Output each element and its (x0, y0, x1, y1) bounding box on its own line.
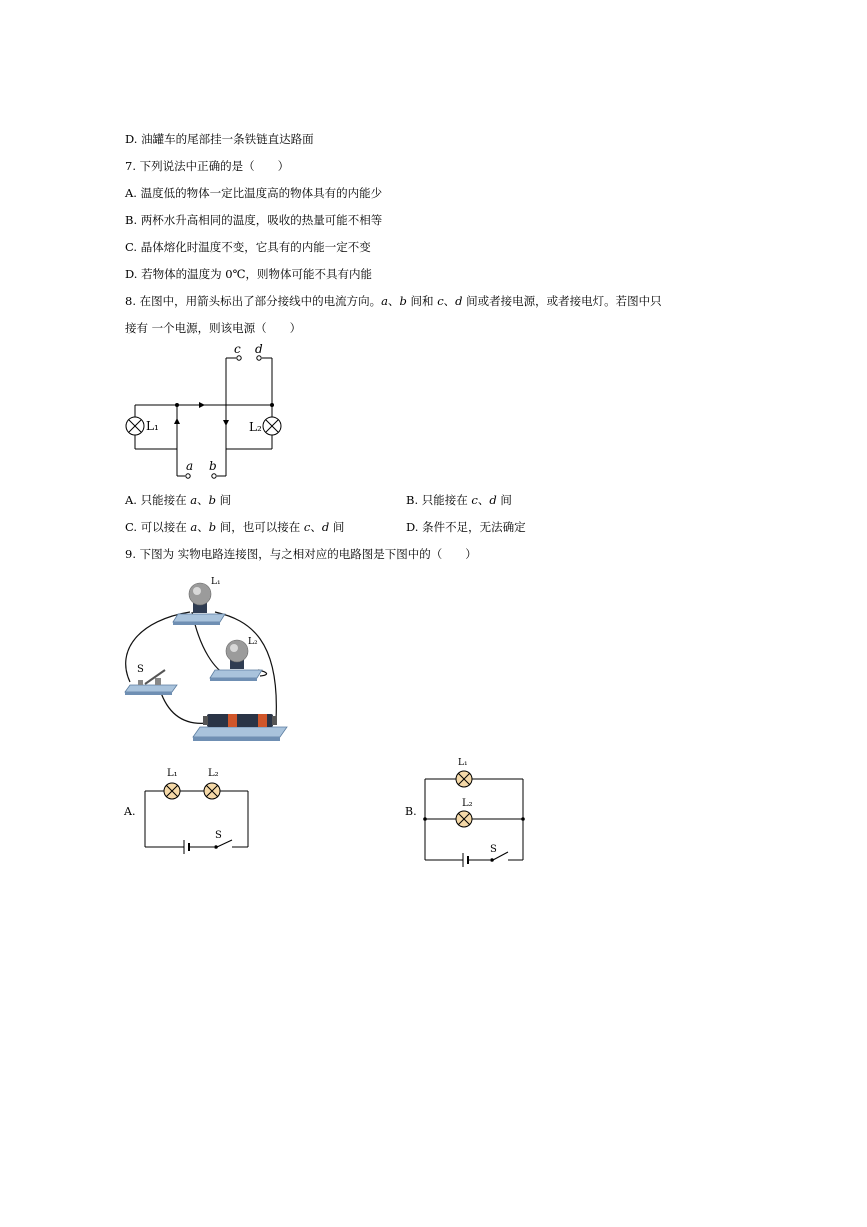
q8-option-b: B. 只能接在 c、d 间 (406, 493, 512, 507)
q9-circuit-a-label: A. (124, 805, 136, 818)
q8-label-d: d (255, 342, 263, 356)
q9-circuit-a-l1: L₁ (167, 768, 178, 779)
q8-option-c: C. 可以接在 a、b 间，也可以接在 c、d 间 (125, 520, 345, 534)
q9-photo-label-l2: L₂ (248, 637, 258, 647)
q7-stem: 7. 下列说法中正确的是（ ） (125, 159, 290, 173)
q9-circuit-a-l2: L₂ (208, 768, 219, 779)
q7-option-b: B. 两杯水升高相同的温度，吸收的热量可能不相等 (125, 213, 383, 227)
q8-label-b: b (209, 459, 217, 473)
q9-circuit-b-l1: L₁ (458, 758, 468, 768)
q7-option-c: C. 晶体熔化时温度不变，它具有的内能一定不变 (125, 240, 371, 254)
q9-photo-label-s: S (137, 664, 144, 675)
q8-label-a: a (186, 459, 194, 473)
q7-option-a: A. 温度低的物体一定比温度高的物体具有的内能少 (125, 186, 383, 200)
q9-circuit-b-s: S (490, 844, 497, 855)
q8-stem-line2: 接有 一个电源，则该电源（ ） (125, 321, 302, 335)
q8-label-l2: L₂ (249, 420, 262, 434)
q7-option-d: D. 若物体的温度为 0℃，则物体可能不具有内能 (125, 267, 372, 281)
q9-circuit-a-s: S (215, 830, 222, 841)
q9-circuit-b-label: B. (405, 805, 417, 818)
q9-circuit-b-l2: L₂ (462, 798, 473, 809)
q8-stem-line1: 8. 在图中，用箭头标出了部分接线中的电流方向。a、b 间和 c、d 间或者接电源，或者接电灯。若图中只 (125, 294, 662, 308)
q9-photo-label-l1: L₁ (211, 577, 221, 587)
q9-stem: 9. 下图为 实物电路连接图，与之相对应的电路图是下图中的（ ） (125, 547, 477, 561)
q8-label-l1: L₁ (146, 419, 159, 433)
q8-label-c: c (234, 342, 241, 356)
q8-option-d: D. 条件不足，无法确定 (406, 520, 526, 534)
q6-option-d: D. 油罐车的尾部挂一条铁链直达路面 (125, 132, 314, 146)
q8-option-a: A. 只能接在 a、b 间 (125, 493, 232, 507)
